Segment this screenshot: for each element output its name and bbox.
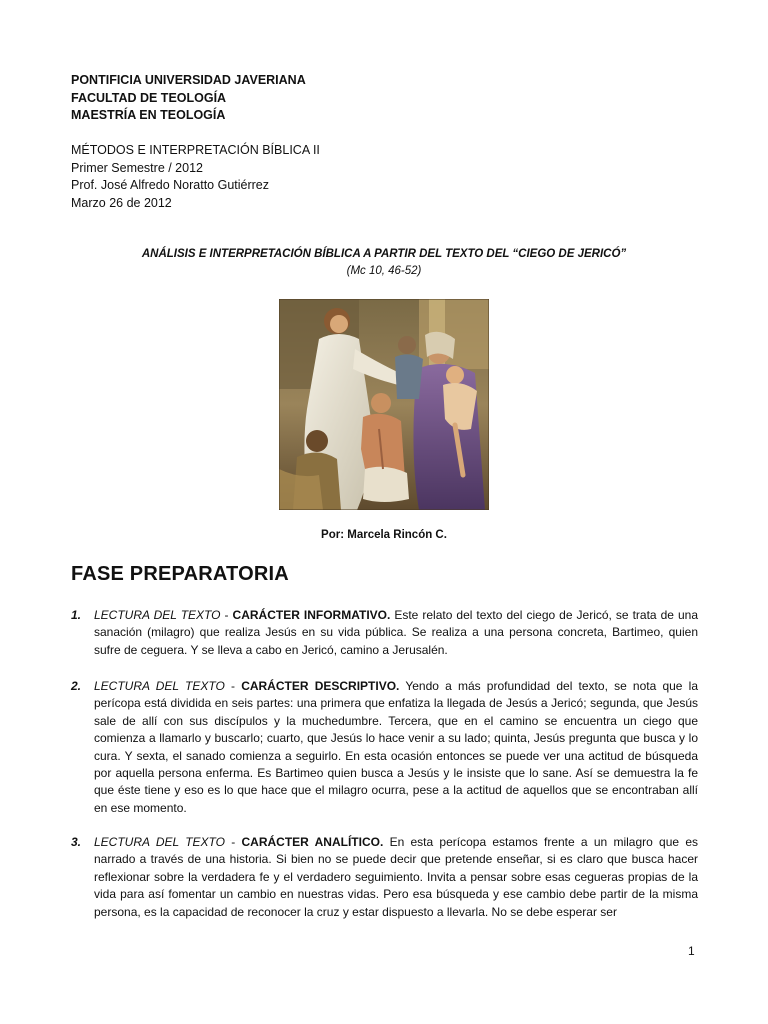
document-title	[0, 246, 768, 280]
author-credit: Por: Marcela Rincón C.	[321, 529, 447, 541]
item-kind: CARÁCTER INFORMATIVO.	[232, 608, 391, 622]
course-professor: Prof. José Alfredo Noratto Gutiérrez	[71, 178, 270, 192]
item-kind: CARÁCTER DESCRIPTIVO.	[241, 679, 400, 693]
item-lead: LECTURA DEL TEXTO	[94, 835, 225, 849]
item-separator: -	[224, 835, 242, 849]
item-text: Este relato del texto del ciego de Jericó, se trata de una sanación (milagro) que realiza Jesús en su vida pública. Se realiza a una persona concreta, Bartimeo, quien sufre de ceguera. Y se lleva a cabo en Jericó, camino a Jerusalén.	[94, 608, 698, 657]
item-body	[94, 834, 698, 921]
item-lead: LECTURA DEL TEXTO	[94, 608, 221, 622]
title-reference: (Mc 10, 46-52)	[346, 265, 422, 277]
course-semester: Primer Semestre / 2012	[71, 160, 203, 175]
item-separator: -	[224, 679, 242, 693]
item-lead: LECTURA DEL TEXTO	[94, 679, 225, 693]
course-info	[71, 142, 320, 212]
item-body	[94, 678, 698, 817]
faculty-name: FACULTAD DE TEOLOGÍA	[71, 90, 227, 105]
course-date: Marzo 26 de 2012	[71, 195, 172, 210]
section-heading: FASE PREPARATORIA	[71, 563, 289, 585]
item-text: En esta perícopa estamos frente a un milagro que es narrado a través de una historia. Si bien no se puede decir que pretende enseñar, si es claro que busca hacer reflexionar sobre la verdadera fe y el verdadero seguimiento. Invita a pensar sobre esas cegueras propias de la vida para así fomentar un cambio en nuestras vidas. Pero esa búsqueda y ese cambio debe partir de la misma persona, es la capacidad de reconocer la cruz y estar dispuesto a llevarla. No se debe esperar ser	[94, 835, 698, 919]
page-number: 1	[688, 944, 695, 958]
item-text: Yendo a más profundidad del texto, se nota que la perícopa está dividida en seis partes: una primera que enfatiza la llegada de Jesús a Jericó; segunda, que Jesús sale de allí con sus discípulos y la muchedumbre. Tercera, que en el camino se encuentra un ciego que comienza a llamarlo y buscarlo; cuarto, que Jesús lo hace venir a su lado; quinta, Jesús pregunta que busca y lo cura. Y sexta, el sanado comienza a seguirlo. En esta ocasión entonces se puede ver una actitud de búsqueda por aquella persona enferma. Es Bartimeo quien busca a Jesús y le insiste que lo sane. Así se demuestra la fe que éste tiene y eso es lo que hace que el milagro ocurra, pese a la actitud de aquellos que se encontraban allí en ese momento.	[94, 679, 698, 815]
course-name: MÉTODOS E INTERPRETACIÓN BÍBLICA II	[71, 143, 320, 157]
item-separator: -	[220, 608, 233, 622]
list-item	[71, 678, 698, 817]
item-number: 1.	[71, 608, 82, 622]
title-main: ANÁLISIS E INTERPRETACIÓN BÍBLICA A PARTIR DEL TEXTO DEL “CIEGO DE JERICÓ”	[141, 248, 627, 260]
list-item	[71, 834, 698, 921]
item-number: 3.	[71, 835, 82, 849]
program-name: MAESTRÍA EN TEOLOGÍA	[71, 108, 226, 122]
painting-illustration	[279, 299, 489, 510]
item-kind: CARÁCTER ANALÍTICO.	[241, 835, 384, 849]
university-name: PONTIFICIA UNIVERSIDAD JAVERIANA	[71, 73, 306, 87]
institution-header	[71, 72, 306, 125]
painting-image	[279, 299, 489, 510]
list-item	[71, 607, 698, 659]
item-body	[94, 607, 698, 659]
item-number: 2.	[71, 679, 82, 693]
